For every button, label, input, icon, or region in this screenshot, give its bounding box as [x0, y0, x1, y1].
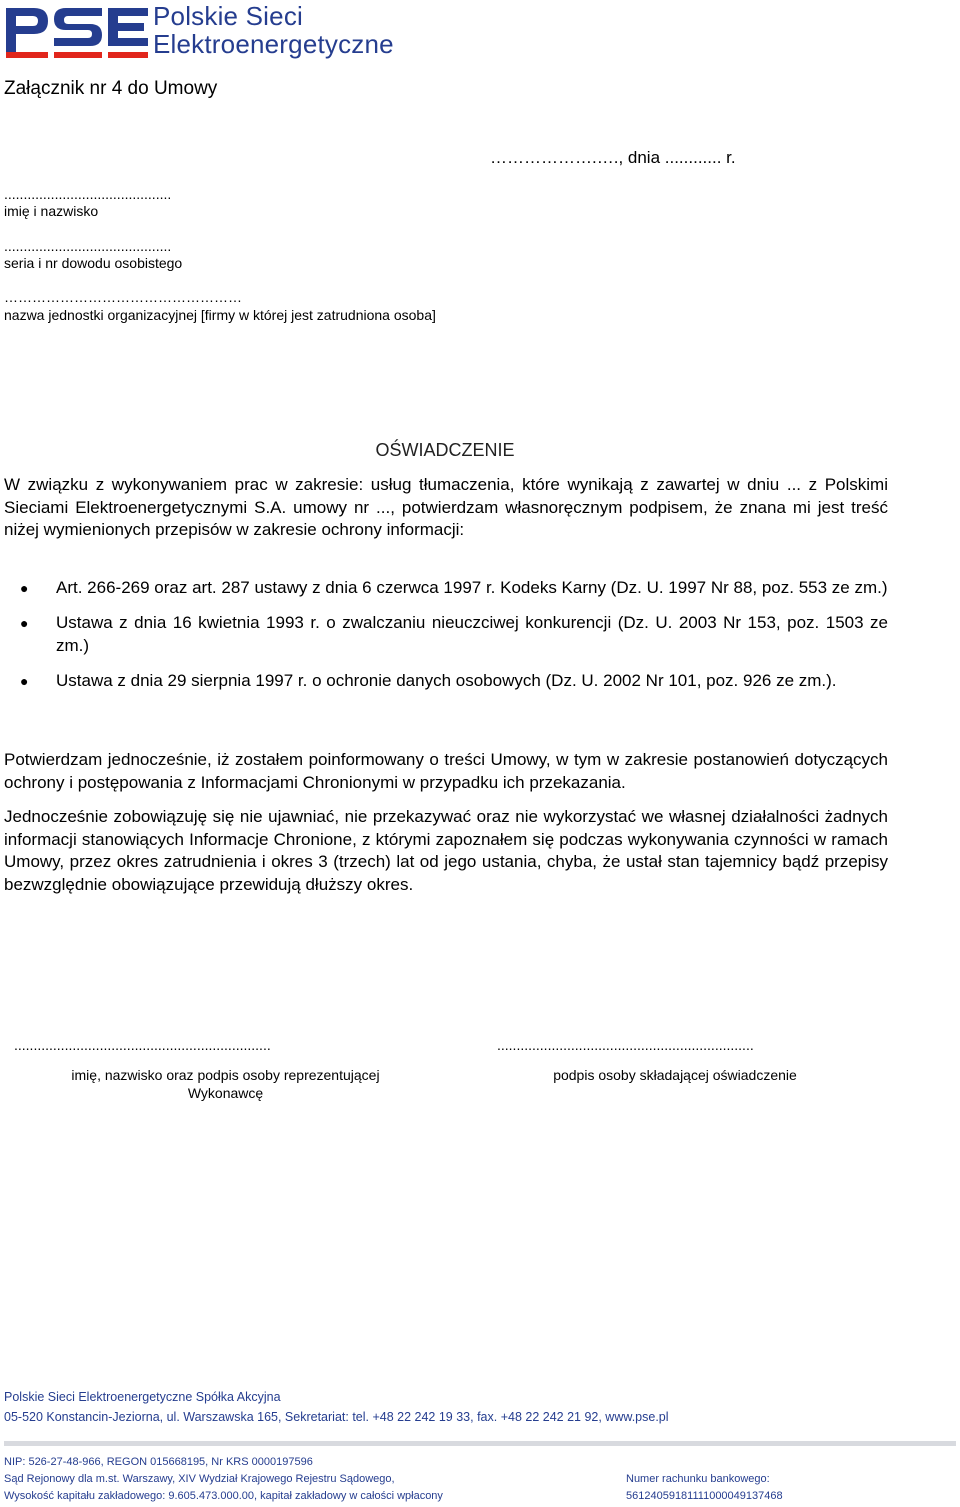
unit-dots: …………………………………………… [4, 289, 242, 305]
pse-logo [4, 2, 149, 65]
signature-left-dots: .................................................................. [14, 1037, 271, 1053]
footer-capital: Wysokość kapitału zakładowego: 9.605.473.000.00, kapitał zakładowy w całości wpłacony [4, 1490, 443, 1502]
signature-left-label: imię, nazwisko oraz podpis osoby reprezentującej Wykonawcę [71, 1067, 380, 1101]
law-text: Ustawa z dnia 16 kwietnia 1993 r. o zwalczaniu nieuczciwej konkurencji (Dz. U. 2003 Nr 153, poz. 1503 ze zm.) [56, 613, 888, 655]
pse-logo-icon [4, 2, 149, 60]
signature-right-label: podpis osoby składającej oświadczenie [553, 1067, 797, 1083]
footer-company: Polskie Sieci Elektroenergetyczne Spółka Akcyjna [4, 1390, 281, 1404]
bullet-icon: ● [20, 673, 29, 690]
footer-court: Sąd Rejonowy dla m.st. Warszawy, XIV Wydział Krajowego Rejestru Sądowego, [4, 1473, 395, 1485]
bullet-icon: ● [20, 580, 29, 596]
declaration-intro: W związku z wykonywaniem prac w zakresie: usług tłumaczenia, które wynikają z zawartej w dniu ... z Polskimi Sieciami Elektroenergetycznymi S.A. umowy nr ..., potwierdzam własnoręcznym podpisem, że znana mi jest treść niżej wymienionych przepisów w zakresie ochrony informacji: [4, 475, 888, 540]
footer-account-label: Numer rachunku bankowego: [626, 1473, 770, 1485]
name-dots: ........................................... [4, 186, 172, 202]
law-text: Art. 266-269 oraz art. 287 ustawy z dnia 6 czerwca 1997 r. Kodeks Karny (Dz. U. 1997 Nr 88, poz. 553 ze zm.) [56, 578, 888, 597]
unit-label: nazwa jednostki organizacyjnej [firmy w której jest zatrudniona osoba] [4, 307, 436, 323]
list-item [4, 577, 888, 600]
list-item [4, 612, 888, 657]
signature-right-dots: .................................................................. [497, 1037, 754, 1053]
confirmation-paragraph: Potwierdzam jednocześnie, iż zostałem poinformowany o treści Umowy, w tym w zakresie postanowień dotyczących ochrony i postępowania z Informacjami Chronionymi w przypadku ich przekazania. [4, 750, 888, 792]
date-line: ……………….…., dnia ............ r. [490, 148, 736, 167]
brand-name-line1: Polskie Sieci [153, 1, 303, 31]
list-item [4, 670, 888, 693]
name-label: imię i nazwisko [4, 203, 99, 219]
footer-divider [4, 1441, 956, 1446]
laws-list [4, 577, 888, 705]
footer-account-number: 56124059181111000049137468 [626, 1490, 783, 1502]
id-label: seria i nr dowodu osobistego [4, 255, 183, 271]
obligation-paragraph: Jednocześnie zobowiązuję się nie ujawniać, nie przekazywać oraz nie wykorzystać we własnej działalności żadnych informacji stanowiących Informacje Chronione, z którymi zapoznałem się podczas wykonywania czynności w ramach Umowy, przez okres zatrudnienia i okres 3 (trzech) lat od jego ustania, chyba, że ustał stan tajemnicy bądź przepisy bezwzględnie obowiązujące przewidują dłuższy okres. [4, 807, 888, 895]
id-dots: ........................................... [4, 238, 172, 254]
footer-address: 05-520 Konstancin-Jeziorna, ul. Warszawska 165, Sekretariat: tel. +48 22 242 19 33, fax. +48 22 242 21 92, www.pse.pl [4, 1410, 669, 1424]
bullet-icon: ● [20, 615, 29, 632]
footer-nip: NIP: 526-27-48-966, REGON 015668195, Nr KRS 0000197596 [4, 1456, 313, 1468]
attachment-title: Załącznik nr 4 do Umowy [4, 78, 218, 99]
declaration-title: OŚWIADCZENIE [375, 440, 515, 460]
law-text: Ustawa z dnia 29 sierpnia 1997 r. o ochronie danych osobowych (Dz. U. 2002 Nr 101, poz. 926 ze zm.). [56, 671, 837, 691]
brand-name-line2: Elektroenergetyczne [153, 29, 394, 59]
